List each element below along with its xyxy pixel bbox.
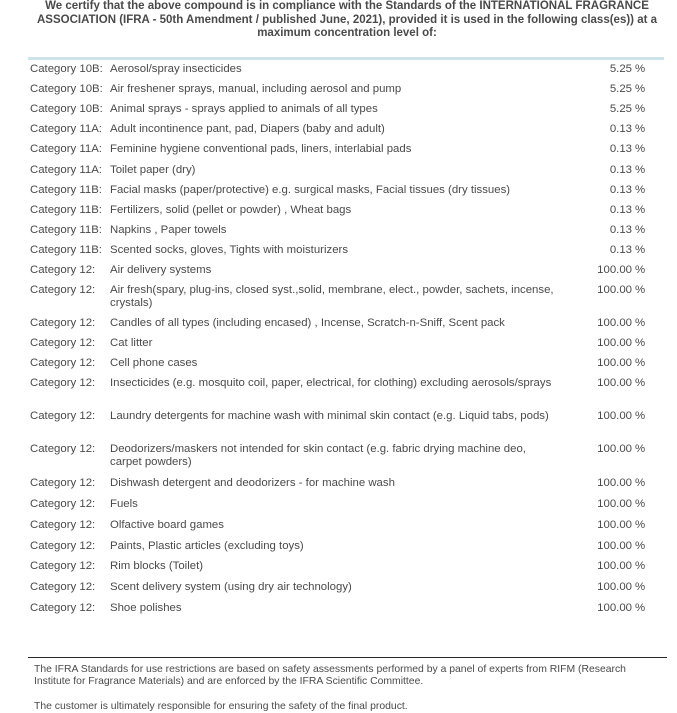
percent-unit: % xyxy=(635,204,646,216)
percent-unit: % xyxy=(635,477,646,489)
max-concentration-value: 5.25 xyxy=(609,83,632,95)
percent-unit: % xyxy=(635,410,646,422)
category-label: Category 12: xyxy=(30,317,96,329)
category-label: Category 10B: xyxy=(30,103,103,115)
max-concentration-value: 100.00 xyxy=(597,540,632,552)
max-concentration-value: 100.00 xyxy=(597,477,632,489)
percent-unit: % xyxy=(635,560,646,572)
category-label: Category 12: xyxy=(30,581,96,593)
percent-unit: % xyxy=(635,540,646,552)
category-label: Category 12: xyxy=(30,443,96,455)
category-description: Air fresh(spary, plug-ins, closed syst.,solid, membrane, elect., powder, sachets, incense, crystals) xyxy=(110,284,554,309)
max-concentration-value: 100.00 xyxy=(597,498,632,510)
percent-unit: % xyxy=(635,377,646,389)
table-row xyxy=(30,498,646,511)
category-description: Candles of all types (including encased) , Incense, Scratch-n-Sniff, Scent pack xyxy=(110,317,505,329)
max-concentration-value: 0.13 xyxy=(609,244,632,256)
category-description: Cat litter xyxy=(110,337,153,349)
category-label: Category 12: xyxy=(30,337,96,349)
category-label: Category 12: xyxy=(30,377,96,389)
table-row xyxy=(30,284,646,310)
percent-unit: % xyxy=(635,337,646,349)
percent-unit: % xyxy=(635,317,646,329)
category-description: Shoe polishes xyxy=(110,602,182,614)
max-concentration-value: 0.13 xyxy=(609,164,632,176)
category-description: Laundry detergents for machine wash with minimal skin contact (e.g. Liquid tabs, pods) xyxy=(110,410,549,422)
table-top-divider xyxy=(28,57,664,60)
category-label: Category 12: xyxy=(30,498,96,510)
table-row xyxy=(30,581,646,594)
category-label: Category 11B: xyxy=(30,244,102,256)
percent-unit: % xyxy=(635,83,646,95)
category-label: Category 12: xyxy=(30,357,96,369)
max-concentration-value: 100.00 xyxy=(597,357,632,369)
ifra-standards-note: The IFRA Standards for use restrictions are based on safety assessments performed by a panel of experts from RIFM (Research Institute for Fragrance Materials) and are enforced by the IFRA Scientific Committee. xyxy=(34,664,626,687)
category-description: Scent delivery system (using dry air technology) xyxy=(110,581,352,593)
category-description: Olfactive board games xyxy=(110,519,224,531)
category-description: Feminine hygiene conventional pads, liners, interlabial pads xyxy=(110,143,412,155)
table-row xyxy=(30,519,646,532)
category-label: Category 11B: xyxy=(30,184,102,196)
max-concentration-value: 5.25 xyxy=(609,103,632,115)
category-description: Napkins , Paper towels xyxy=(110,224,227,236)
max-concentration-value: 0.13 xyxy=(609,204,632,216)
category-description: Deodorizers/maskers not intended for skin contact (e.g. fabric drying machine deo, carpet powders) xyxy=(110,443,526,468)
category-label: Category 10B: xyxy=(30,63,103,75)
percent-unit: % xyxy=(635,498,646,510)
category-label: Category 11B: xyxy=(30,224,102,236)
category-description: Fuels xyxy=(110,498,138,510)
category-label: Category 11B: xyxy=(30,204,102,216)
category-description: Paints, Plastic articles (excluding toys) xyxy=(110,540,304,552)
max-concentration-value: 100.00 xyxy=(597,317,632,329)
table-row xyxy=(30,164,646,177)
table-row xyxy=(30,264,646,277)
category-description: Scented socks, gloves, Tights with moisturizers xyxy=(110,244,349,256)
category-label: Category 12: xyxy=(30,264,96,276)
table-row xyxy=(30,337,646,350)
table-row xyxy=(30,224,646,237)
percent-unit: % xyxy=(635,164,646,176)
percent-unit: % xyxy=(635,244,646,256)
percent-unit: % xyxy=(635,63,646,75)
table-row xyxy=(30,317,646,330)
category-label: Category 10B: xyxy=(30,83,103,95)
max-concentration-value: 0.13 xyxy=(609,224,632,236)
category-label: Category 12: xyxy=(30,410,96,422)
category-label: Category 12: xyxy=(30,540,96,552)
max-concentration-value: 0.13 xyxy=(609,143,632,155)
max-concentration-value: 5.25 xyxy=(609,63,632,75)
category-description: Toilet paper (dry) xyxy=(110,164,196,176)
max-concentration-value: 100.00 xyxy=(597,581,632,593)
category-description: Air freshener sprays, manual, including aerosol and pump xyxy=(110,83,402,95)
table-row xyxy=(30,443,646,469)
table-row xyxy=(30,123,646,136)
category-description: Insecticides (e.g. mosquito coil, paper, electrical, for clothing) excluding aerosols/sprays xyxy=(110,377,552,389)
footer-divider xyxy=(28,657,667,658)
table-row xyxy=(30,540,646,553)
table-row xyxy=(30,560,646,573)
percent-unit: % xyxy=(635,602,646,614)
customer-responsibility-note: The customer is ultimately responsible for ensuring the safety of the final product. xyxy=(34,701,408,712)
percent-unit: % xyxy=(635,184,646,196)
percent-unit: % xyxy=(635,443,646,455)
table-row xyxy=(30,63,646,76)
table-row xyxy=(30,377,646,390)
table-row xyxy=(30,143,646,156)
category-description: Adult incontinence pant, pad, Diapers (baby and adult) xyxy=(110,123,385,135)
percent-unit: % xyxy=(635,123,646,135)
max-concentration-value: 100.00 xyxy=(597,602,632,614)
table-row xyxy=(30,244,646,257)
category-label: Category 12: xyxy=(30,560,96,572)
table-row xyxy=(30,357,646,370)
percent-unit: % xyxy=(635,581,646,593)
percent-unit: % xyxy=(635,357,646,369)
percent-unit: % xyxy=(635,103,646,115)
category-description: Rim blocks (Toilet) xyxy=(110,560,204,572)
category-label: Category 12: xyxy=(30,477,96,489)
max-concentration-value: 100.00 xyxy=(597,284,632,296)
max-concentration-value: 100.00 xyxy=(597,337,632,349)
compliance-statement: We certify that the above compound is in compliance with the Standards of the INTERNATIONAL FRAGRANCE ASSOCIATION (IFRA - 50th Amendment / published June, 2021), provided it is used in the following class(es)) at a maximum concentration level of: xyxy=(36,0,658,40)
max-concentration-value: 100.00 xyxy=(597,560,632,572)
category-description: Cell phone cases xyxy=(110,357,198,369)
percent-unit: % xyxy=(635,284,646,296)
category-description: Facial masks (paper/protective) e.g. surgical masks, Facial tissues (dry tissues) xyxy=(110,184,511,196)
category-label: Category 12: xyxy=(30,602,96,614)
table-row xyxy=(30,410,646,423)
max-concentration-value: 100.00 xyxy=(597,410,632,422)
max-concentration-value: 100.00 xyxy=(597,264,632,276)
table-row xyxy=(30,184,646,197)
category-description: Aerosol/spray insecticides xyxy=(110,63,242,75)
max-concentration-value: 0.13 xyxy=(609,184,632,196)
category-description: Air delivery systems xyxy=(110,264,212,276)
category-label: Category 11A: xyxy=(30,164,102,176)
table-row xyxy=(30,477,646,490)
category-description: Dishwash detergent and deodorizers - for machine wash xyxy=(110,477,395,489)
percent-unit: % xyxy=(635,519,646,531)
category-label: Category 12: xyxy=(30,519,96,531)
category-label: Category 11A: xyxy=(30,143,102,155)
table-row xyxy=(30,83,646,96)
category-description: Fertilizers, solid (pellet or powder) , Wheat bags xyxy=(110,204,352,216)
table-row xyxy=(30,602,646,615)
max-concentration-value: 0.13 xyxy=(609,123,632,135)
category-label: Category 11A: xyxy=(30,123,102,135)
table-row xyxy=(30,103,646,116)
category-description: Animal sprays - sprays applied to animals of all types xyxy=(110,103,378,115)
percent-unit: % xyxy=(635,143,646,155)
max-concentration-value: 100.00 xyxy=(597,377,632,389)
category-label: Category 12: xyxy=(30,284,96,296)
table-row xyxy=(30,204,646,217)
max-concentration-value: 100.00 xyxy=(597,443,632,455)
percent-unit: % xyxy=(635,224,646,236)
max-concentration-value: 100.00 xyxy=(597,519,632,531)
percent-unit: % xyxy=(635,264,646,276)
